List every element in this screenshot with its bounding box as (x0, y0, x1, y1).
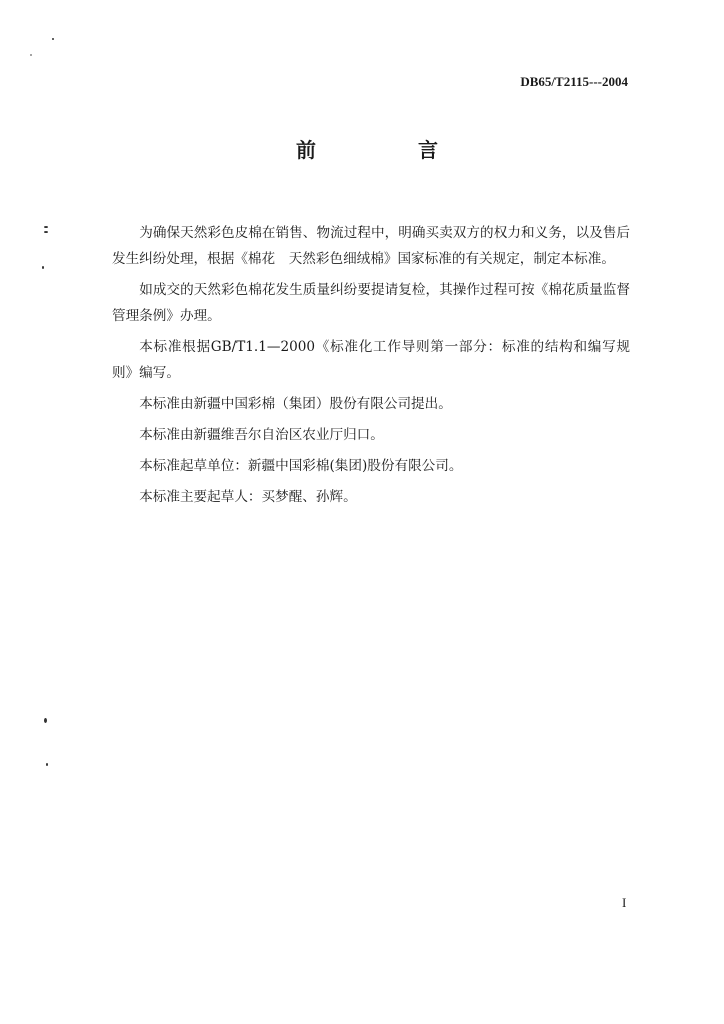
page-title (0, 134, 724, 164)
standard-code: DB65/T2115---2004 (520, 74, 628, 89)
scan-speck (46, 763, 48, 766)
title-part-2: 言 (418, 138, 438, 162)
scan-speck (44, 718, 47, 723)
paragraph-proposer: 本标准由新疆中国彩棉（集团）股份有限公司提出。 (139, 396, 452, 412)
scan-speck (44, 231, 48, 233)
page-number: I (622, 895, 627, 910)
paragraph-drafting-unit: 本标准起草单位：新疆中国彩棉(集团)股份有限公司。 (139, 458, 463, 474)
title-part-1: 前 (296, 138, 316, 162)
scan-speck (30, 54, 32, 56)
paragraph-drafters: 本标准主要起草人：买梦醒、孙辉。 (139, 489, 357, 505)
paragraph-purpose: 为确保天然彩色皮棉在销售、物流过程中，明确买卖双方的权力和义务，以及售后发生纠纷处理，根据《棉花 天然彩色细绒棉》国家标准的有关规定，制定本标准。 (112, 225, 630, 267)
scan-speck (42, 266, 44, 269)
foreword-body (112, 220, 630, 515)
paragraph-drafting-rules: 本标准根据GB/T1.1—2000《标准化工作导则第一部分：标准的结构和编写规则》编写。 (112, 339, 630, 381)
scan-speck (52, 38, 54, 40)
paragraph-authority: 本标准由新疆维吾尔自治区农业厅归口。 (139, 427, 384, 443)
scan-speck (44, 226, 48, 228)
paragraph-dispute: 如成交的天然彩色棉花发生质量纠纷要提请复检，其操作过程可按《棉花质量监督管理条例》办理。 (112, 282, 630, 324)
